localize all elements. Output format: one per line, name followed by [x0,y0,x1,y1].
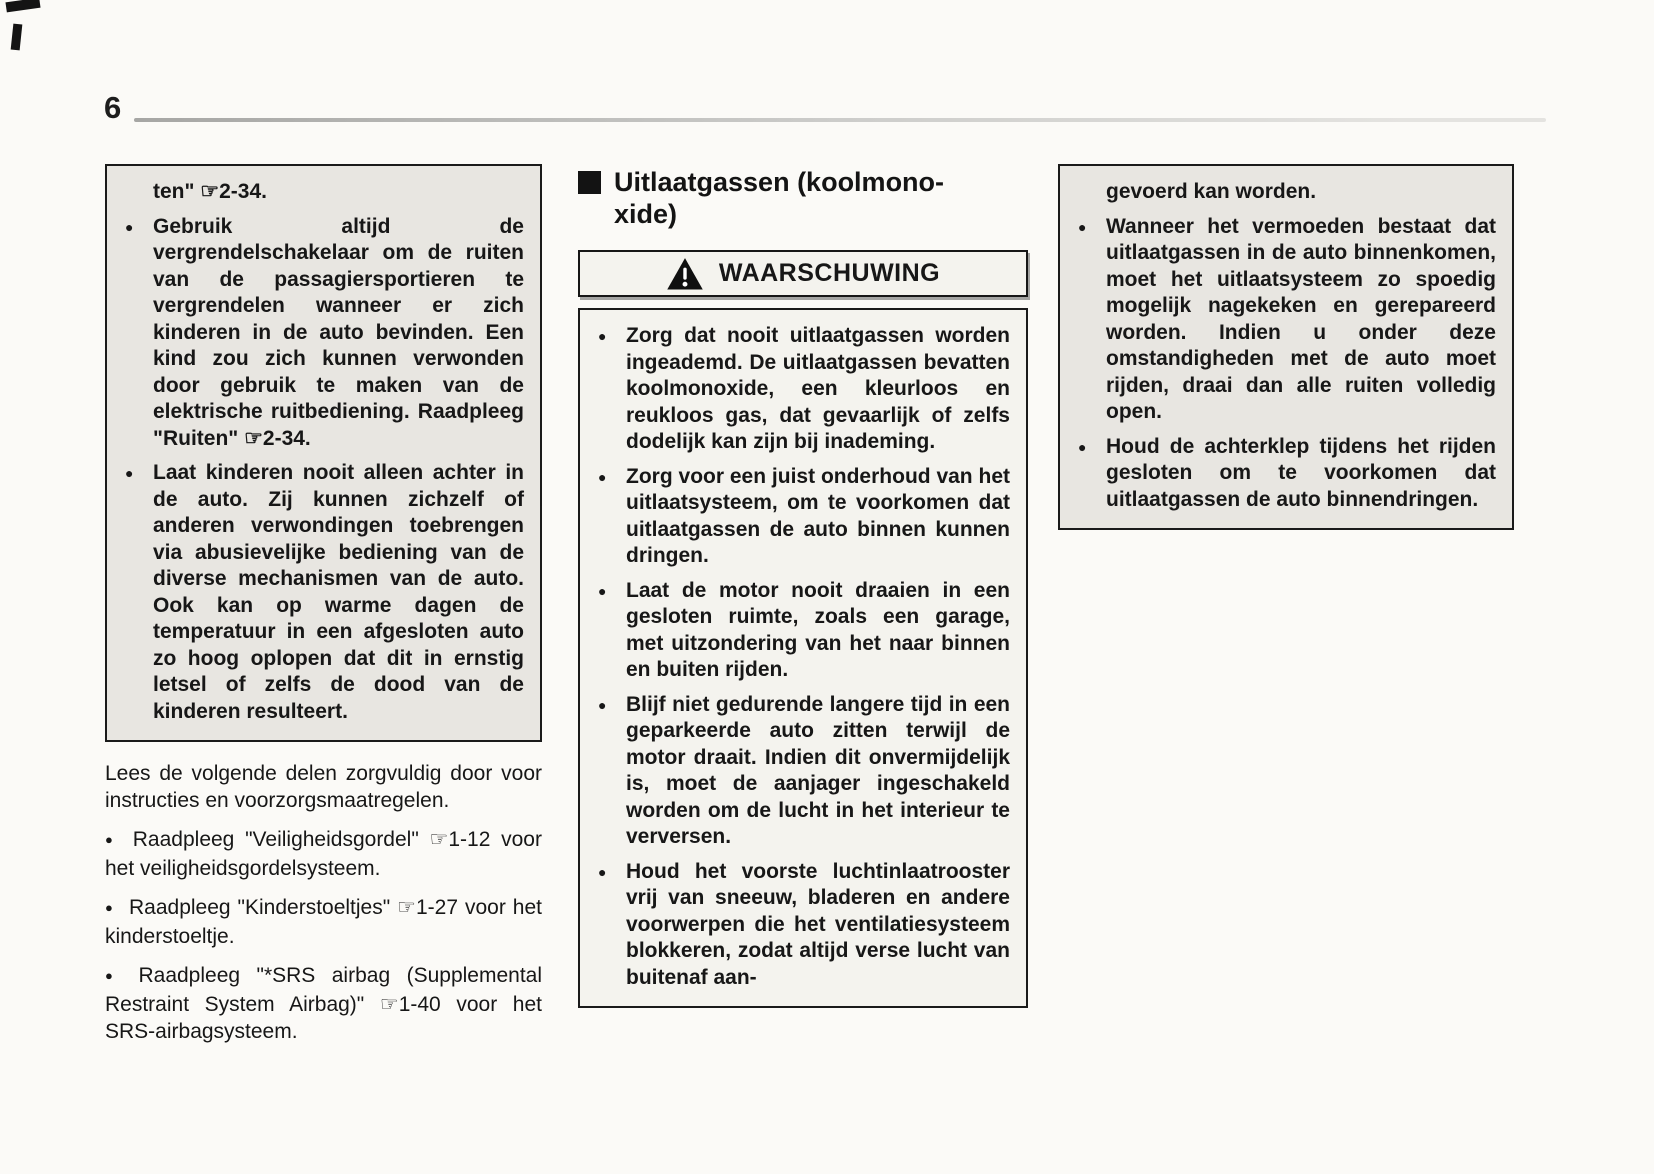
bullet-text: Houd het voorste luchtinlaatrooster vrij van sneeuw, bladeren en andere voorwerpen die het ventilatiesysteem blokkeren, zodat altijd verse lucht van buitenaf aan- [626,859,1010,989]
bullet-text: Gebruik altijd de vergrendelschakelaar om de ruiten van de passagiersportieren te vergrendelen wanneer er zich kinderen in de auto bevinden. Een kind zou zich kunnen verwonden door gebruik te maken van de elektrische ruitbediening. Raadpleeg "Ruiten" ☞2-34. [153,214,524,450]
bullet-item [596,323,1010,456]
warning-header-label: WAARSCHUWING [718,259,941,287]
scan-corner-mark [11,24,23,51]
reference-text: Raadpleeg "Kinderstoeltjes" ☞1-27 voor het kinderstoeltje. [105,896,542,948]
bullet-icon: ● [598,863,607,880]
bullet-icon: ● [598,696,607,713]
bullet-item [596,692,1010,851]
bullet-item [596,578,1010,684]
bullet-text: Zorg voor een juist onderhoud van het uitlaatsysteem, om te voorkomen dat uitlaatgassen de auto binnen kunnen dringen. [626,464,1010,567]
bullet-icon: ● [598,468,607,485]
bullet-icon: ● [125,465,134,481]
reference-item [105,894,542,950]
bullet-text: Laat kinderen nooit alleen achter in de auto. Zij kunnen zichzelf of anderen verwondingen toebrengen via abusievelijke bediening van de diverse mechanismen van de auto. Ook kan op warme dagen de temperatuur in een afgesloten auto zo hoog oplopen dat dit in ernstig letsel of zelfs de dood van de kinderen resulteert. [153,461,524,723]
bullet-item [596,859,1010,992]
right-column [1058,164,1514,530]
bullet-icon: ● [1078,438,1087,455]
bullet-text: Wanneer het vermoeden bestaat dat uitlaatgassen in de auto binnenkomen, moet het uitlaatsysteem zo spoedig mogelijk nagekeken en gerepareerd worden. Indien u onder deze omstandigheden met de auto moet rijden, draai dan alle ruiten volledig open. [1106,214,1496,423]
section-heading [578,166,1028,230]
bullet-icon: ● [1078,218,1087,235]
reference-item [105,962,542,1045]
bullet-item [1076,434,1496,514]
left-warning-box [105,164,542,742]
bullet-icon: ● [598,328,607,344]
intro-paragraph: Lees de volgende delen zorgvuldig door voor instructies en voorzorgsmaatregelen. [105,762,542,812]
reference-item [105,826,542,882]
right-warning-box [1058,164,1514,530]
section-heading-text: Uitlaatgassen (koolmono- xide) [614,167,945,229]
bullet-text: Laat de motor nooit draaien in een gesloten ruimte, zoals een garage, met uitzondering van het naar binnen en buiten rijden. [626,578,1010,681]
bullet-icon: ● [105,832,118,847]
middle-column [578,166,1028,1008]
reference-text: Raadpleeg "*SRS airbag (Supplemental Restraint System Airbag)" ☞1-40 voor het SRS-airbagsysteem. [105,964,542,1043]
continuation-text: gevoerd kan worden. [1106,180,1317,203]
bullet-item [123,460,524,725]
warning-header [578,250,1028,297]
bullet-item [596,464,1010,570]
bullet-icon: ● [105,900,114,915]
page-number: 6 [104,90,122,125]
scan-corner-mark [5,0,40,12]
warning-content-box [578,308,1028,1008]
left-lower-text [105,760,542,1045]
bullet-icon: ● [598,582,607,599]
warning-triangle-icon [666,257,704,291]
bullet-text: Blijf niet gedurende langere tijd in een geparkeerde auto zitten terwijl de motor draait. Indien dit onvermijdelijk is, moet de aanjager ingeschakeld worden om de lucht in het interieur te verversen. [626,692,1010,848]
reference-text: Raadpleeg "Veiligheidsgordel" ☞1-12 voor het veiligheidsgordelsysteem. [105,828,542,880]
section-square-icon [578,171,601,194]
bullet-text: Zorg dat nooit uitlaatgassen worden ingeademd. De uitlaatgassen bevatten koolmonoxide, een kleurloos en reukloos gas, dat gevaarlijk of zelfs dodelijk kan zijn bij inademing. [626,324,1010,453]
bullet-icon: ● [125,218,134,235]
bullet-text: Houd de achterklep tijdens het rijden gesloten om te voorkomen dat uitlaatgassen de auto binnendringen. [1106,434,1496,511]
left-column [105,164,542,1045]
bullet-icon: ● [105,968,124,983]
bullet-item [123,214,524,453]
continuation-text: ten" ☞2-34. [153,180,267,203]
top-divider [134,118,1546,122]
bullet-item [1076,214,1496,426]
